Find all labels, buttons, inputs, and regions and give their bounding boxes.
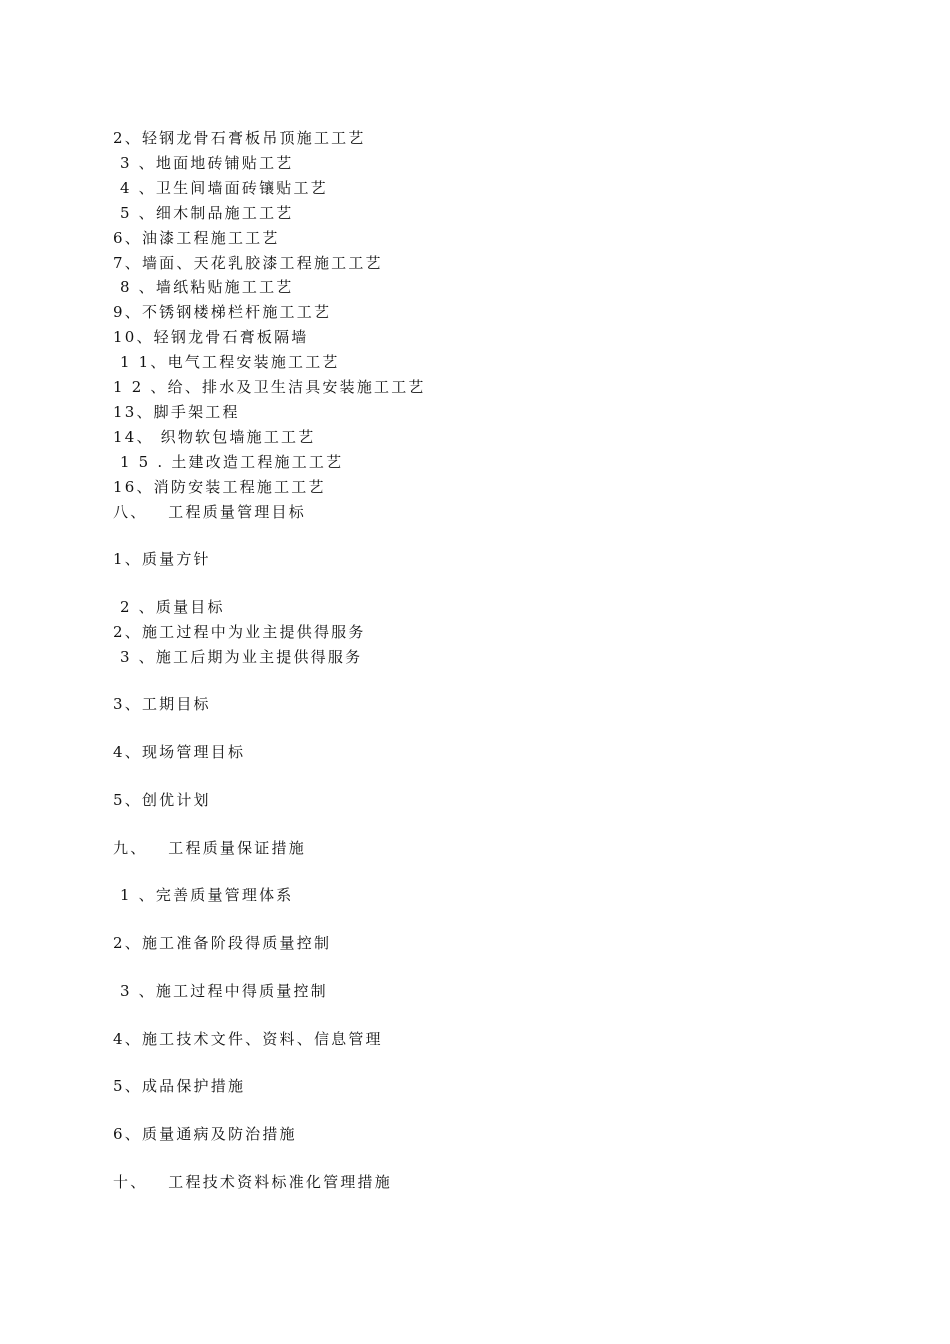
text-line-5: 6、油漆工程施工工艺 [113, 229, 280, 247]
text-line-30: 6、质量通病及防治措施 [113, 1125, 297, 1143]
text-line-26: 2、施工准备阶段得质量控制 [113, 934, 332, 952]
text-line-12: 13、脚手架工程 [113, 403, 240, 421]
text-line-27: 3 、施工过程中得质量控制 [113, 982, 328, 1000]
text-line-9: 10、轻钢龙骨石膏板隔墙 [113, 328, 309, 346]
text-line-7: 8 、墙纸粘贴施工工艺 [113, 278, 294, 296]
section-heading-9: 九、 工程质量保证措施 [113, 839, 306, 857]
text-line-21: 3、工期目标 [113, 695, 211, 713]
text-line-29: 5、成品保护措施 [113, 1077, 246, 1095]
text-line-23: 5、创优计划 [113, 791, 211, 809]
section-heading-10: 十、 工程技术资料标准化管理措施 [113, 1173, 392, 1191]
text-line-2: 3 、地面地砖铺贴工艺 [113, 154, 294, 172]
text-line-25: 1 、完善质量管理体系 [113, 886, 294, 904]
text-line-17: 1、质量方针 [113, 550, 211, 568]
text-line-11: 1 2 、给、排水及卫生洁具安装施工工艺 [113, 378, 426, 396]
text-line-28: 4、施工技术文件、资料、信息管理 [113, 1030, 383, 1048]
text-line-15: 16、消防安装工程施工工艺 [113, 478, 326, 496]
text-line-19: 2、施工过程中为业主提供得服务 [113, 623, 366, 641]
text-line-22: 4、现场管理目标 [113, 743, 246, 761]
text-line-6: 7、墙面、天花乳胶漆工程施工工艺 [113, 254, 383, 272]
text-line-10: 1 1、电气工程安装施工工艺 [113, 353, 340, 371]
text-line-18: 2 、质量目标 [113, 598, 225, 616]
text-line-13: 14、 织物软包墙施工工艺 [113, 428, 316, 446]
text-line-4: 5 、细木制品施工工艺 [113, 204, 294, 222]
text-line-1: 2、轻钢龙骨石膏板吊顶施工工艺 [113, 129, 366, 147]
text-line-8: 9、不锈钢楼梯栏杆施工工艺 [113, 303, 332, 321]
text-line-3: 4 、卫生间墙面砖镶贴工艺 [113, 179, 328, 197]
text-line-14: 1 5 . 土建改造工程施工工艺 [113, 453, 344, 471]
text-line-20: 3 、施工后期为业主提供得服务 [113, 648, 363, 666]
section-heading-8: 八、 工程质量管理目标 [113, 503, 306, 521]
